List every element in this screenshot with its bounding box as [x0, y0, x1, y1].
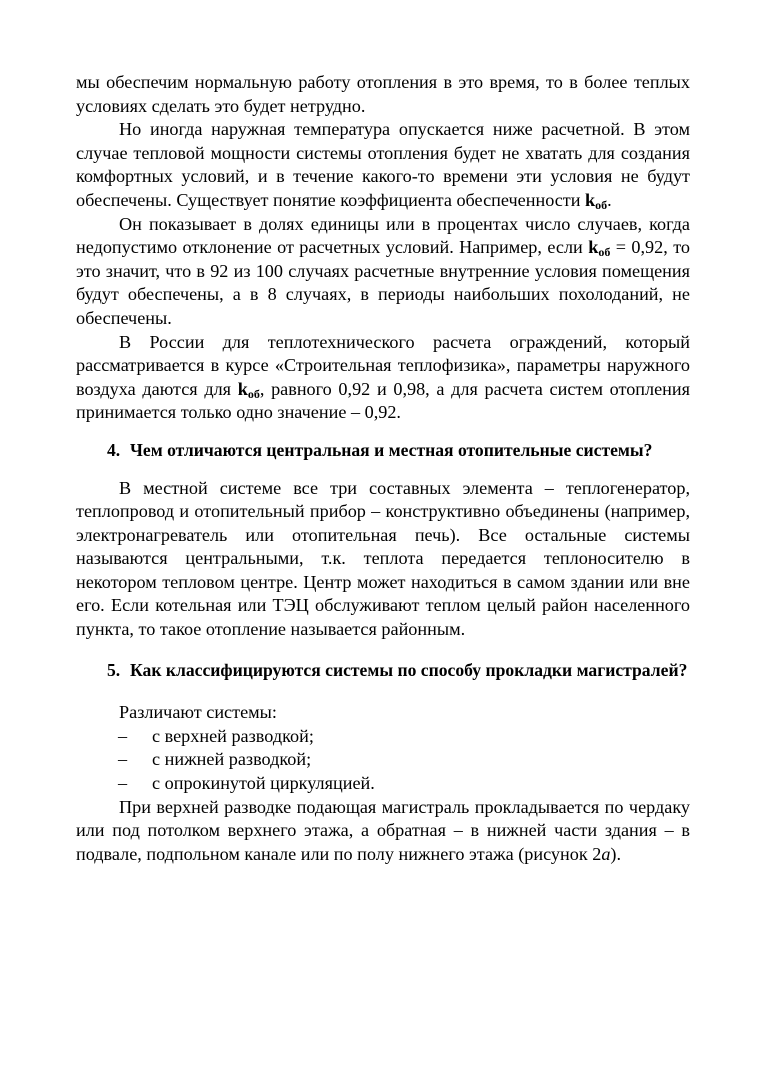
paragraph-share	[76, 213, 690, 331]
term-main: k	[585, 189, 596, 210]
list-item	[76, 748, 690, 772]
list-item	[76, 725, 690, 749]
section-4-body: В местной системе все три составных элемента – теплогенератор, теплопровод и отопительный прибор – конструктивно объединены (например, электронагреватель или отопительная печь). Все остальные системы называются центральными, т.к. теплота передается теплоносителю в некотором тепловом центре. Центр может находиться в самом здании или вне его. Если котельная или ТЭЦ обслуживают теплом целый район населенного пункта, то такое отопление называется районным.	[76, 477, 690, 640]
list-item-text: с нижней разводкой;	[152, 749, 312, 770]
term-subscript: об	[247, 386, 260, 401]
section-title: Чем отличаются центральная и местная отопительные системы?	[130, 439, 653, 460]
coefficient-term	[238, 379, 260, 399]
term-subscript: об	[598, 245, 611, 260]
paragraph-text: Он показывает в долях единицы или в процентах число случаев, когда недопустимо отклонение от расчетных условий. Например, если	[76, 213, 690, 258]
system-types-list	[76, 725, 690, 796]
section-4-heading	[76, 439, 690, 463]
section-5-heading	[76, 659, 690, 683]
paragraph-text: При верхней разводке подающая магистраль прокладывается по чердаку или под потолком верхнего этажа, а обратная – в нижней части здания – в подвале, подпольном канале или по полу нижнего этажа (рисунок 2	[76, 796, 690, 864]
dash-marker: –	[118, 725, 128, 746]
coefficient-term	[588, 237, 611, 260]
list-lead: Различают системы:	[119, 702, 277, 723]
paragraph-text: = 0,92, то это значит, что в 92 из 100 случаях расчетные внутренние условия помещения будут обеспечены, а в 8 случаях, в периоды наибольших похолоданий, не обеспечены.	[76, 237, 691, 328]
coefficient-term	[585, 190, 607, 210]
paragraph-text: В России для теплотехнического расчета ограждений, который рассматривается в курсе «Строительная теплофизика», параметры наружного воздуха даются для	[76, 331, 690, 399]
term-main: k	[237, 378, 248, 399]
dash-marker: –	[118, 749, 128, 770]
paragraph-text: Но иногда наружная температура опускается ниже расчетной. В этом случае тепловой мощности системы отопления будет не хватать для создания комфортных условий, и в течение какого-то времени эти условия не будут обеспечены. Существует понятие коэффициента обеспеченности	[76, 119, 690, 210]
term-main: k	[588, 237, 599, 258]
list-item	[76, 772, 690, 796]
intro-paragraph: мы обеспечим нормальную работу отопления в это время, то в более теплых условиях сделать это будет нетрудно.	[76, 72, 690, 116]
section-title: Как классифицируются системы по способу прокладки магистралей?	[130, 659, 688, 680]
paragraph-text: ).	[610, 843, 622, 864]
dash-marker: –	[118, 773, 128, 794]
paragraph-russia	[76, 331, 690, 425]
list-item-text: с опрокинутой циркуляцией.	[152, 773, 375, 794]
section-5-body	[76, 796, 690, 867]
figure-label-italic: а	[601, 843, 611, 864]
paragraph-text: , равного 0,92 и 0,98, а для расчета систем отопления принимается только одно значение – 0,92.	[76, 378, 691, 423]
paragraph-low-temperature	[76, 118, 690, 212]
section-number: 4.	[107, 439, 121, 460]
section-number: 5.	[107, 659, 121, 680]
list-item-text: с верхней разводкой;	[152, 725, 314, 746]
sentence-end: .	[607, 189, 612, 210]
term-subscript: об	[595, 197, 608, 212]
